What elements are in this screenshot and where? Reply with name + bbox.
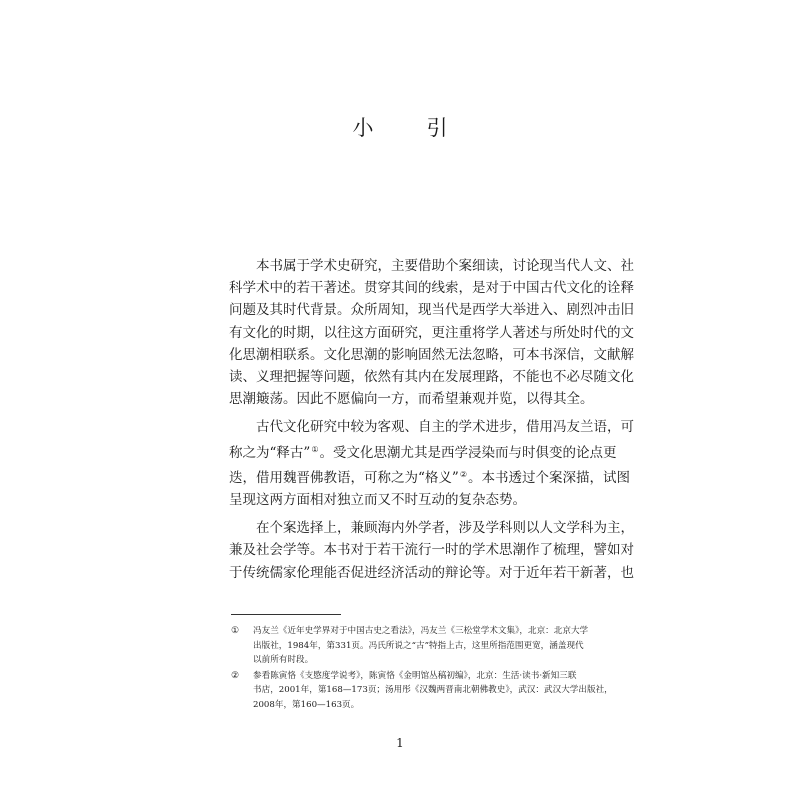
paragraph-2 bbox=[229, 416, 634, 511]
text-line bbox=[229, 464, 630, 489]
text-segment: 。受文化思潮尤其是西学浸染而与时俱变的论点更 bbox=[319, 444, 617, 461]
text-segment: 称之为“释古” bbox=[229, 444, 311, 461]
footnote-text bbox=[253, 624, 588, 668]
text-line: 思潮簸荡。因此不愿偏向一方，而希望兼观并览，以得其全。 bbox=[229, 391, 594, 408]
footnotes bbox=[231, 624, 613, 714]
text-line: 有文化的时期，以往这方面研究，更注重将学人著述与所处时代的文 bbox=[229, 324, 634, 341]
text-line: 于传统儒家伦理能否促进经济活动的辩论等。对于近年若干新著，也 bbox=[229, 564, 634, 581]
text-line bbox=[229, 439, 617, 464]
footnote-ref-1[interactable]: ① bbox=[311, 444, 319, 454]
footnote-line: 以前所有时段。 bbox=[253, 655, 314, 666]
body-text bbox=[229, 255, 634, 590]
paragraph-3 bbox=[229, 517, 634, 584]
footnote-line: 冯友兰《近年史学界对于中国古史之看法》，冯友兰《三松堂学术文集》，北京：北京大学 bbox=[253, 626, 589, 636]
text-line: 兼及社会学等。本书对于若干流行一时的学术思潮作了梳理，譬如对 bbox=[229, 542, 634, 559]
page-number: 1 bbox=[396, 736, 404, 750]
text-line: 本书属于学术史研究，主要借助个案细读，讨论现当代人文、社 bbox=[256, 258, 634, 274]
footnote-divider bbox=[231, 614, 341, 615]
chapter-title: 小 引 bbox=[352, 116, 464, 140]
text-segment: 迭，借用魏晋佛教语，可称之为“格义” bbox=[229, 469, 459, 486]
footnote-1 bbox=[231, 624, 601, 668]
paragraph-1 bbox=[229, 255, 634, 410]
text-line: 科学术中的若干著述。贯穿其间的线索，是对于中国古代文化的诠释 bbox=[229, 280, 634, 297]
text-line: 问题及其时代背景。众所周知，现当代是西学大举进入、剧烈冲击旧 bbox=[229, 302, 634, 319]
text-segment: 。本书透过个案深描，试图 bbox=[467, 469, 630, 486]
footnote-line: 出版社，1984年，第331页。冯氏所说之“古”特指上古，这里所指范围更宽，涵盖现代 bbox=[253, 640, 584, 651]
footnote-mark: ① bbox=[231, 626, 240, 636]
footnote-ref-2[interactable]: ② bbox=[459, 469, 467, 479]
text-line: 呈现这两方面相对独立而又不时互动的复杂态势。 bbox=[229, 492, 526, 509]
footnote-line: 书店，2001年，第168—173页；汤用彤《汉魏两晋南北朝佛教史》，武汉：武汉大学出版社， bbox=[253, 685, 613, 696]
text-line: 古代文化研究中较为客观、自主的学术进步，借用冯友兰语，可 bbox=[256, 419, 634, 436]
footnote-line: 参看陈寅恪《支愍度学说考》，陈寅恪《金明馆丛稿初编》，北京：生活·读书·新知三联 bbox=[253, 670, 577, 681]
footnote-text bbox=[253, 669, 613, 713]
footnote-mark: ② bbox=[231, 670, 240, 681]
footnote-2 bbox=[231, 669, 613, 713]
text-line: 化思潮相联系。文化思潮的影响固然无法忽略，可本书深信，文献解 bbox=[229, 346, 634, 363]
text-line: 在个案选择上，兼顾海内外学者，涉及学科则以人文学科为主， bbox=[256, 520, 634, 537]
text-line: 读、义理把握等问题，依然有其内在发展理路，不能也不必尽随文化 bbox=[229, 369, 634, 386]
footnote-line: 2008年，第160—163页。 bbox=[253, 699, 360, 710]
